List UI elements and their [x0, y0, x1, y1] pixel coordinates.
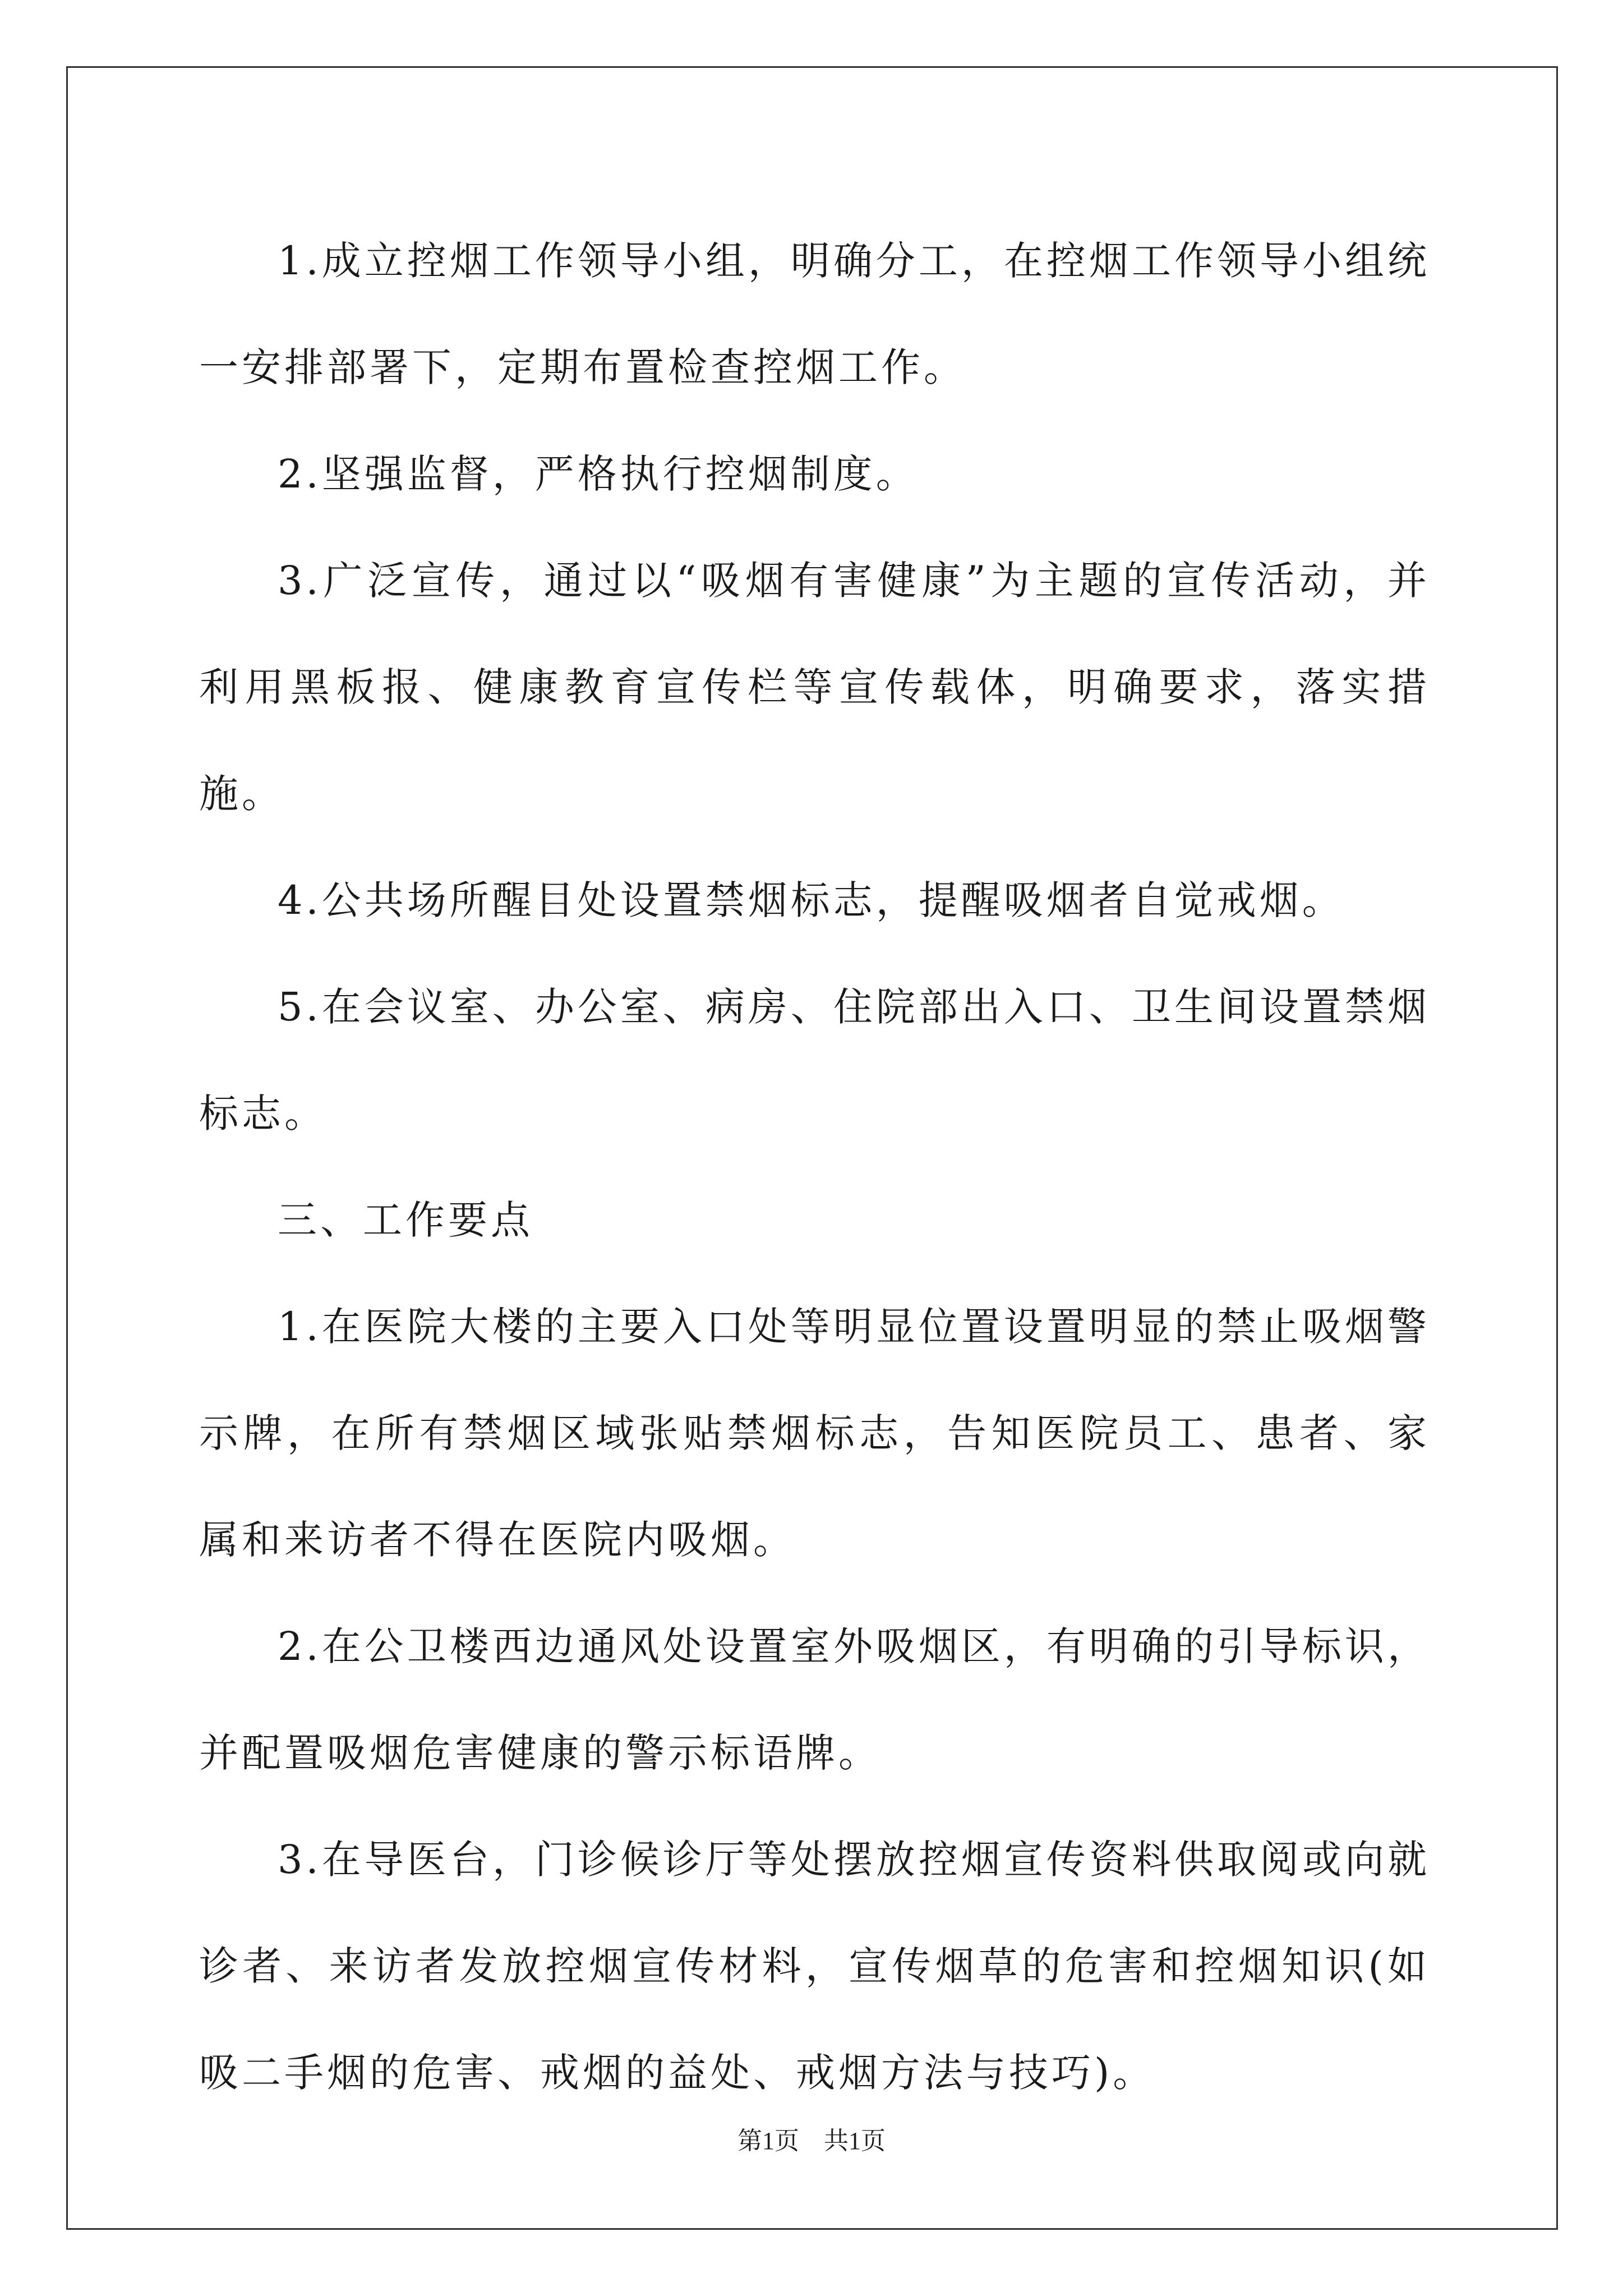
- paragraph-1: 1.成立控烟工作领导小组，明确分工，在控烟工作领导小组统一安排部署下，定期布置检查控烟工作。: [199, 238, 1430, 390]
- section-paragraph-2: 2.在公卫楼西边通风处设置室外吸烟区，有明确的引导标识，并配置吸烟危害健康的警示标语牌。: [199, 1623, 1430, 1776]
- section-paragraph-3: 3.在导医台，门诊候诊厅等处摆放控烟宣传资料供取阅或向就诊者、来访者发放控烟宣传材料，宣传烟草的危害和控烟知识(如吸二手烟的危害、戒烟的益处、戒烟方法与技巧)。: [199, 1837, 1430, 2096]
- paragraph-5: 5.在会议室、办公室、病房、住院部出入口、卫生间设置禁烟标志。: [199, 984, 1430, 1137]
- paragraph-3: 3.广泛宣传，通过以“吸烟有害健康”为主题的宣传活动，并利用黑板报、健康教育宣传栏等宣传载体，明确要求，落实措施。: [199, 558, 1430, 817]
- document-body: [199, 208, 1430, 2126]
- paragraph-2: 2.坚强监督，严格执行控烟制度。: [278, 451, 919, 497]
- section-heading: 三、工作要点: [278, 1197, 533, 1243]
- paragraph-4: 4.公共场所醒目处设置禁烟标志，提醒吸烟者自觉戒烟。: [278, 877, 1345, 923]
- page-footer: 第1页 共1页: [737, 2127, 886, 2155]
- section-paragraph-1: 1.在医院大楼的主要入口处等明显位置设置明显的禁止吸烟警示牌，在所有禁烟区域张贴禁烟标志，告知医院员工、患者、家属和来访者不得在医院内吸烟。: [199, 1304, 1430, 1563]
